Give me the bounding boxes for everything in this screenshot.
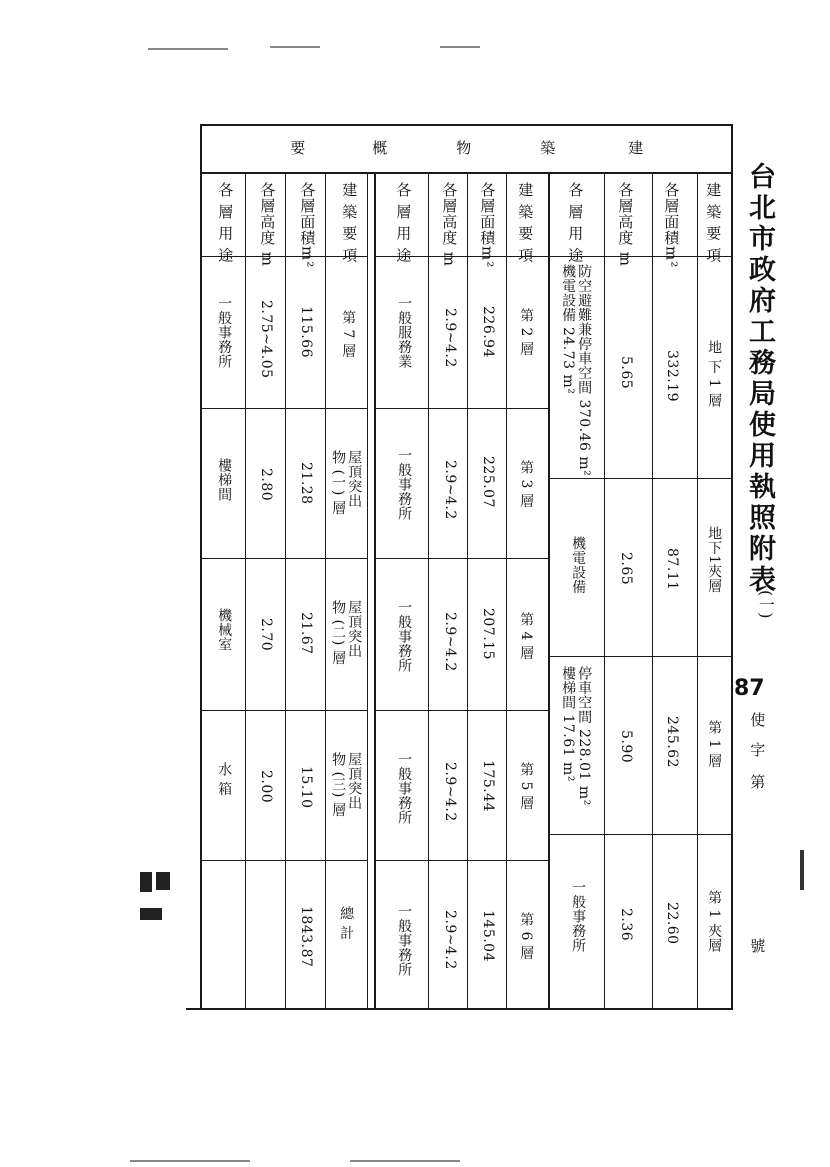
b1-use-3: 一般事務所: [570, 880, 587, 953]
section-heading-4: 概: [370, 140, 389, 156]
title-suffix: (一): [756, 590, 776, 619]
b3-height-1: 2.80: [258, 468, 275, 502]
b1-height-1: 2.65: [618, 552, 635, 586]
scan-mark: [130, 1160, 250, 1162]
permit-char-1: 使: [748, 712, 767, 728]
permit-number: 87: [734, 676, 765, 701]
b3-use-1: 樓梯間: [216, 458, 233, 502]
section-heading-5: 要: [288, 140, 307, 156]
b2-item-2: 第 4 層: [518, 612, 535, 661]
scan-mark: [440, 46, 480, 48]
b3-height-2: 2.70: [258, 618, 275, 652]
permit-char-3: 第: [748, 774, 767, 790]
b1-header-use: 各 層 用 途: [566, 182, 585, 264]
b3-item-1b: 物 (一) 層: [330, 450, 347, 516]
b2-header-use: 各 層 用 途: [394, 182, 413, 264]
scan-mark: [140, 908, 162, 920]
section-heading-3: 物: [454, 140, 473, 156]
b1-item-3: 第 1 夾層: [706, 890, 723, 953]
b3-header-area: 各層面積m²: [298, 182, 317, 269]
scan-mark: [800, 850, 804, 890]
b1-use-1: 機電設備: [570, 536, 587, 594]
scan-mark: [148, 48, 228, 50]
b3-use-0: 一般事務所: [216, 296, 233, 369]
b2-item-4: 第 6 層: [518, 912, 535, 961]
b2-height-2: 2.9~4.2: [442, 612, 459, 672]
b1-header-item: 建 築 要 項: [704, 182, 723, 264]
b2-area-1: 225.07: [480, 456, 497, 508]
b3-header-height: 各層高度 m: [258, 182, 277, 267]
b2-use-3: 一般事務所: [396, 752, 413, 825]
b1-area-1: 87.11: [664, 548, 681, 591]
b3-area-4: 1843.87: [298, 906, 315, 968]
b2-area-3: 175.44: [480, 760, 497, 812]
b3-area-2: 21.67: [298, 612, 315, 655]
b3-item-3b: 物 (三) 層: [330, 752, 347, 818]
b1-area-0: 332.19: [664, 350, 681, 402]
b2-item-1: 第 3 層: [518, 460, 535, 509]
scan-mark: [270, 46, 320, 48]
b1-header-area: 各層面積m²: [662, 182, 681, 269]
b2-height-4: 2.9~4.2: [442, 910, 459, 970]
b1-item-0: 地 下 1 層: [706, 340, 723, 408]
b2-area-4: 145.04: [480, 910, 497, 962]
b2-header-area: 各層面積m²: [478, 182, 497, 269]
b3-item-0: 第 7 層: [340, 310, 357, 359]
b2-use-0: 一般服務業: [396, 296, 413, 369]
b2-header-item: 建 築 要 項: [516, 182, 535, 264]
b1-height-2: 5.90: [618, 730, 635, 764]
b2-height-3: 2.9~4.2: [442, 762, 459, 822]
b1-item-1: 地下1夾層: [706, 526, 723, 594]
b3-use-3: 水 箱: [216, 762, 233, 796]
b3-item-1a: 屋頂突出: [346, 450, 363, 508]
scan-mark: [140, 872, 152, 892]
b2-item-3: 第 5 層: [518, 762, 535, 811]
page-title: 台北市政府工務局使用執照附表: [744, 162, 776, 596]
b3-height-3: 2.00: [258, 770, 275, 804]
b3-area-0: 115.66: [298, 306, 315, 358]
b2-header-height: 各層高度 m: [440, 182, 459, 267]
permit-char-2: 字: [748, 742, 767, 758]
b2-use-1: 一般事務所: [396, 448, 413, 521]
scan-mark: [156, 872, 170, 890]
b1-area-3: 22.60: [664, 902, 681, 945]
b2-height-0: 2.9~4.2: [442, 308, 459, 368]
b3-header-item: 建 築 要 項: [340, 182, 359, 264]
b3-use-2: 機械室: [216, 608, 233, 652]
b1-use-0a: 防空避難兼停車空間 370.46 m²: [576, 264, 593, 477]
b1-header-height: 各層高度 m: [616, 182, 635, 267]
b3-area-3: 15.10: [298, 766, 315, 809]
b3-item-2b: 物 (二) 層: [330, 600, 347, 666]
b1-use-0b: 機電設備 24.73 m²: [560, 264, 577, 395]
scan-mark: [350, 1160, 460, 1162]
b3-header-use: 各 層 用 途: [216, 182, 235, 264]
b1-area-2: 245.62: [664, 716, 681, 768]
b1-use-2b: 樓梯間 17.61 m²: [560, 666, 577, 782]
b1-item-2: 第 1 層: [706, 720, 723, 769]
b3-area-1: 21.28: [298, 462, 315, 505]
section-heading-1: 建: [626, 140, 645, 156]
b2-use-2: 一般事務所: [396, 600, 413, 673]
b1-use-2a: 停車空間 228.01 m²: [576, 666, 593, 806]
section-heading-2: 築: [538, 140, 557, 156]
b3-item-4: 總 計: [338, 906, 355, 940]
b1-height-3: 2.36: [618, 908, 635, 942]
b3-item-3a: 屋頂突出: [346, 752, 363, 810]
b3-height-0: 2.75~4.05: [258, 300, 275, 379]
permit-hao: 號: [748, 938, 767, 954]
b2-use-4: 一般事務所: [396, 904, 413, 977]
b2-area-2: 207.15: [480, 608, 497, 660]
b2-height-1: 2.9~4.2: [442, 460, 459, 520]
b1-height-0: 5.65: [618, 356, 635, 390]
b2-item-0: 第 2 層: [518, 308, 535, 357]
b2-area-0: 226.94: [480, 306, 497, 358]
b3-item-2a: 屋頂突出: [346, 600, 363, 658]
